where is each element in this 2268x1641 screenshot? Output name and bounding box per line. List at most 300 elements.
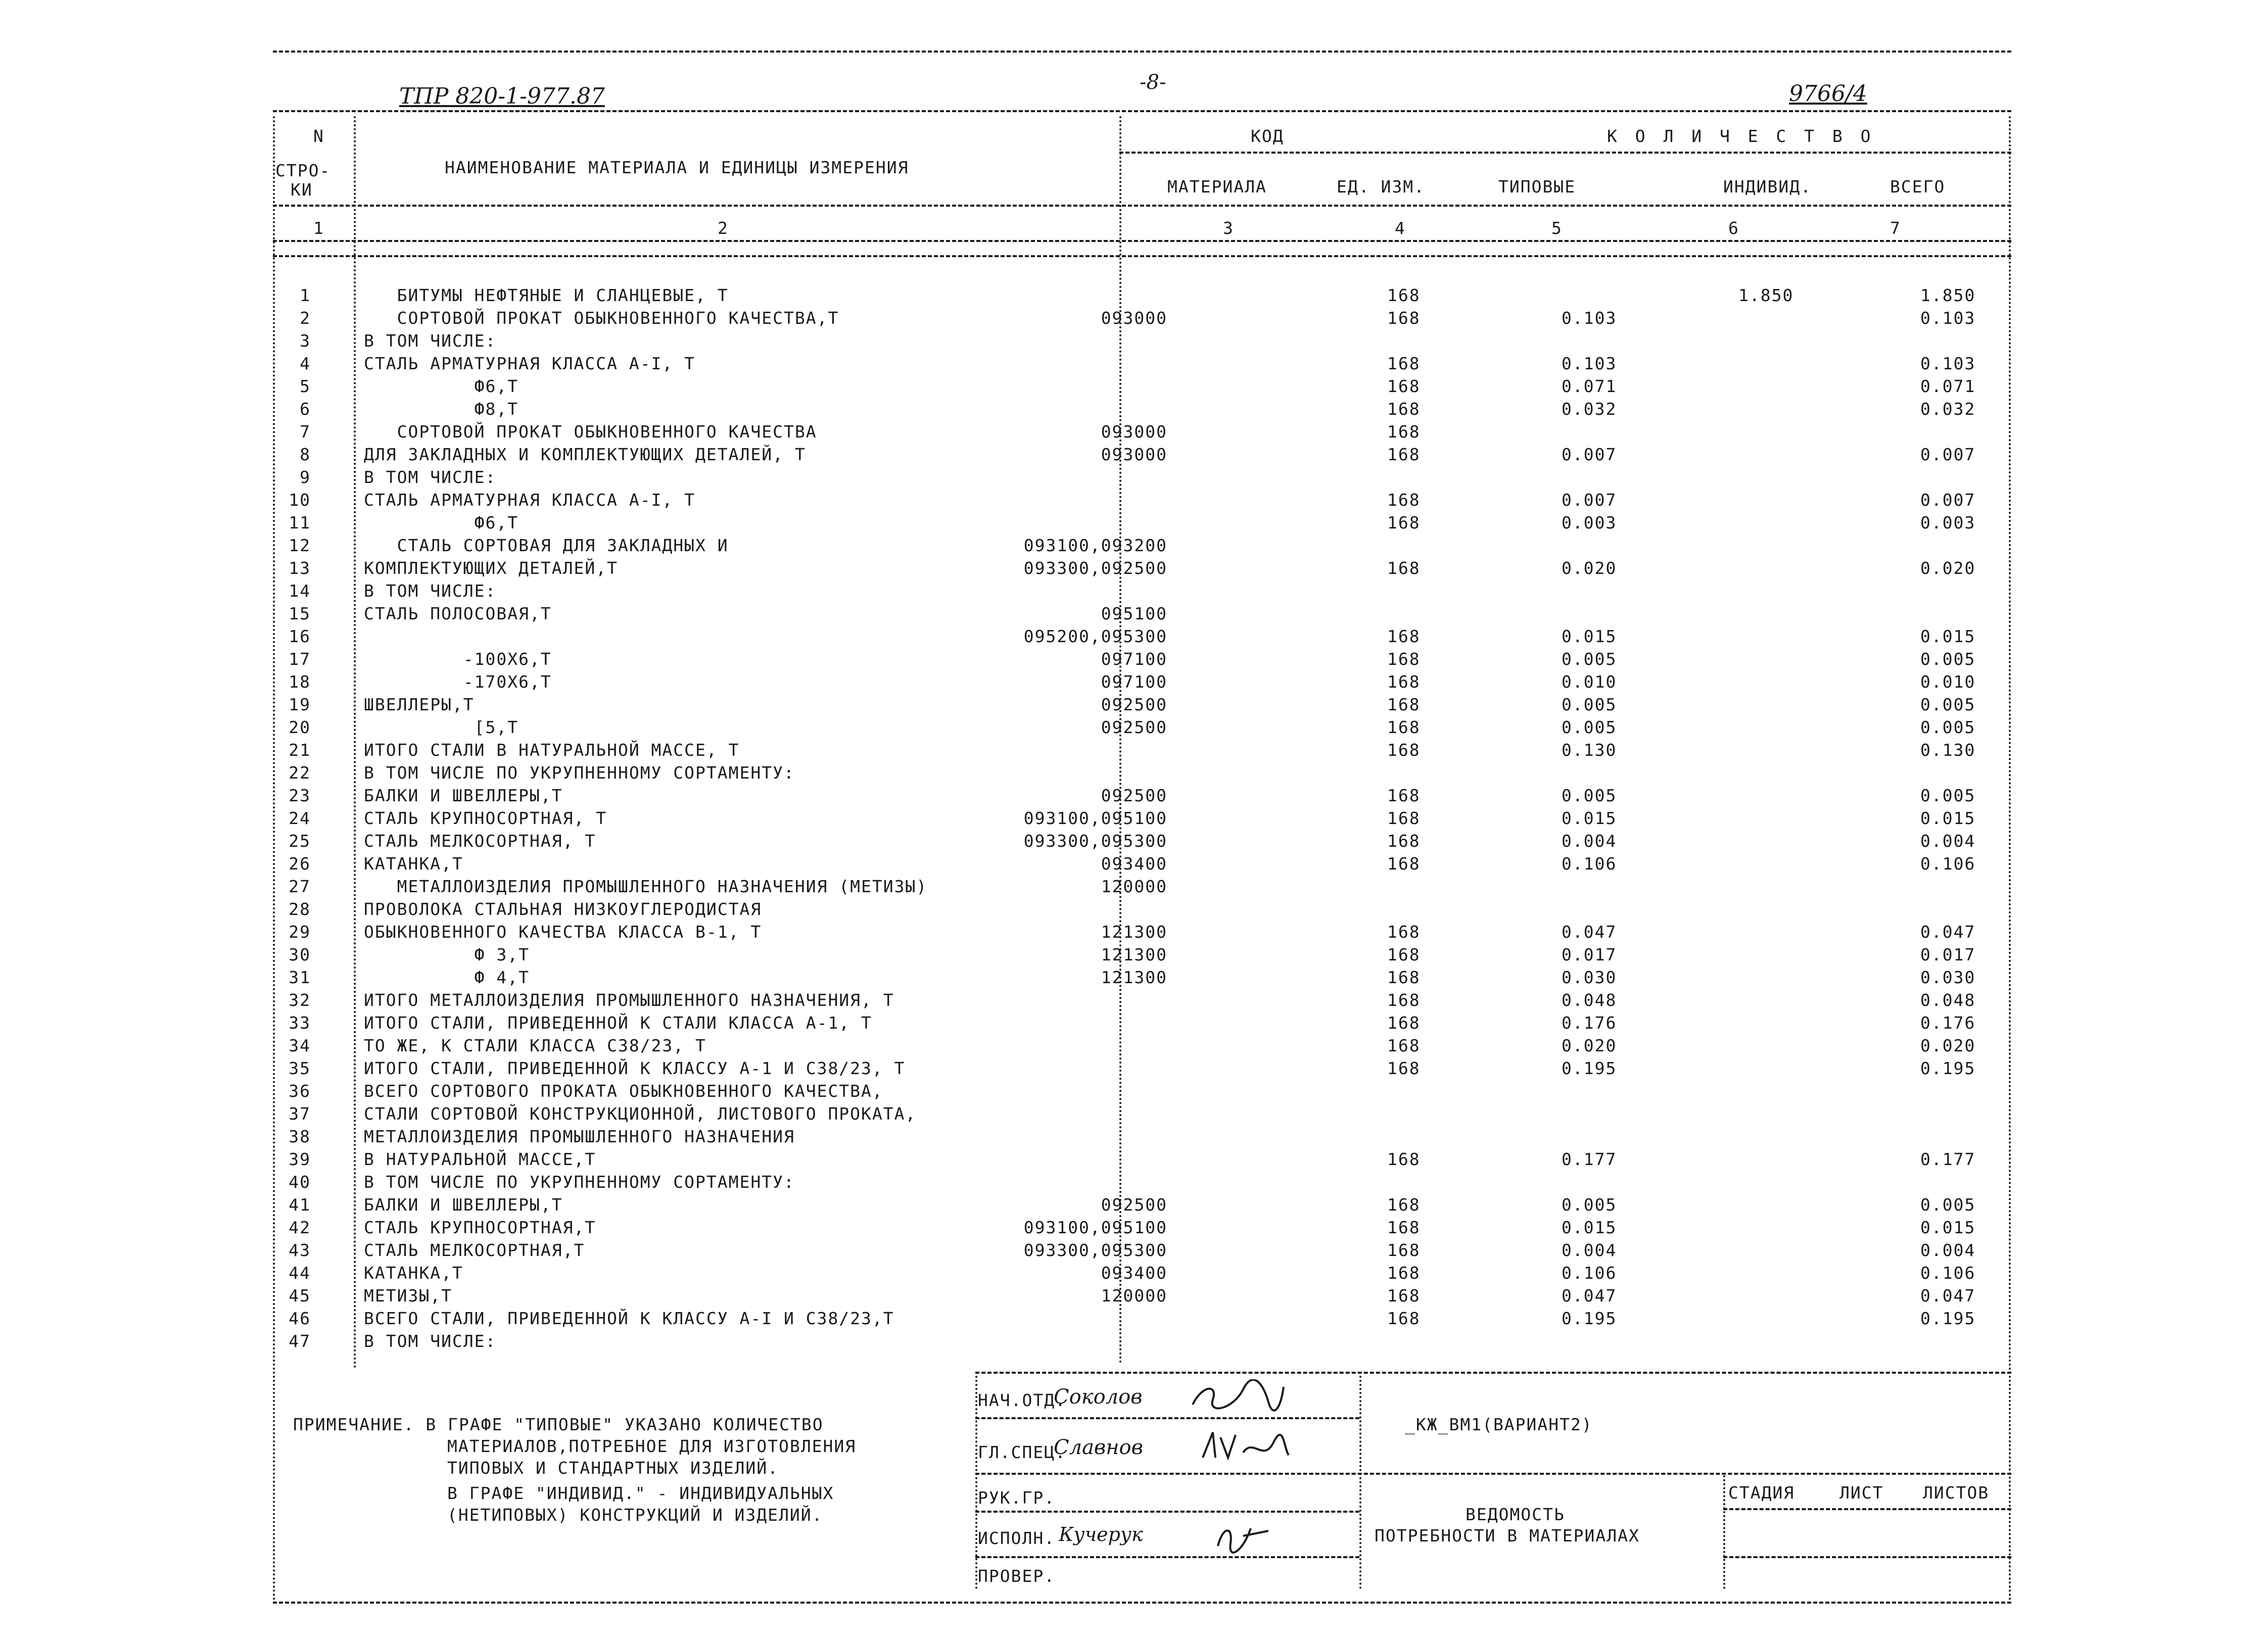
table-row <box>0 1036 2268 1056</box>
row-name: КАТАНКА,Т <box>364 854 463 874</box>
row-name: ИТОГО МЕТАЛЛОИЗДЕЛИЯ ПРОМЫШЛЕННОГО НАЗНАЧЕНИЯ, Т <box>364 990 894 1010</box>
col-n-line3: КИ <box>291 180 313 200</box>
row-unit: 168 <box>1387 1149 1421 1169</box>
row-total: 0.004 <box>1920 1240 1976 1260</box>
row-total: 1.850 <box>1920 285 1976 305</box>
row-material-code: 095100 <box>1101 604 1167 623</box>
head-line-2 <box>273 240 2011 242</box>
row-unit: 168 <box>1387 1058 1421 1078</box>
row-typical: 0.195 <box>1562 1309 1617 1328</box>
row-typical: 0.015 <box>1562 1218 1617 1237</box>
row-unit: 168 <box>1387 1036 1421 1055</box>
row-typical: 0.005 <box>1562 695 1617 714</box>
row-typical: 0.015 <box>1562 626 1617 646</box>
row-typical: 0.005 <box>1562 1195 1617 1215</box>
row-name: ШВЕЛЛЕРЫ,Т <box>364 695 475 714</box>
row-unit: 168 <box>1387 1013 1421 1033</box>
table-row <box>0 1058 2268 1079</box>
row-number: 15 <box>289 604 311 623</box>
row-unit: 168 <box>1387 922 1421 942</box>
row-typical: 0.010 <box>1562 672 1617 692</box>
table-row <box>0 558 2268 578</box>
row-total: 0.005 <box>1920 786 1976 805</box>
num-col-3: 3 <box>1223 218 1234 238</box>
row-number: 42 <box>289 1218 311 1237</box>
table-row <box>0 285 2268 306</box>
row-unit: 168 <box>1387 626 1421 646</box>
row-material-code: 097100 <box>1101 649 1167 669</box>
h-sheets: ЛИСТОВ <box>1923 1483 1990 1503</box>
num-col-1: 1 <box>313 218 324 238</box>
archive-number: 9766/4 <box>1789 81 1867 107</box>
row-number: 8 <box>300 445 311 464</box>
row-total: 0.007 <box>1920 490 1976 510</box>
row-number: 25 <box>289 831 311 851</box>
group-code-header: КОД <box>1251 126 1284 146</box>
row-number: 41 <box>289 1195 311 1215</box>
row-name: КОМПЛЕКТУЮЩИХ ДЕТАЛЕЙ,Т <box>364 558 618 578</box>
row-typical: 0.103 <box>1562 308 1617 328</box>
group-qty-header: К О Л И Ч Е С Т В О <box>1607 126 1875 146</box>
row-number: 46 <box>289 1309 311 1328</box>
row-typical: 0.004 <box>1562 831 1617 851</box>
row-number: 18 <box>289 672 311 692</box>
row-number: 19 <box>289 695 311 714</box>
row-name: БИТУМЫ НЕФТЯНЫЕ И СЛАНЦЕВЫЕ, Т <box>364 285 729 305</box>
tb-row-line-2 <box>975 1473 2011 1475</box>
row-total: 0.007 <box>1920 445 1976 464</box>
table-row <box>0 308 2268 328</box>
row-name: -100X6,Т <box>364 649 552 669</box>
row-number: 5 <box>300 376 311 396</box>
row-material-code: 120000 <box>1101 877 1167 896</box>
row-unit: 168 <box>1387 376 1421 396</box>
table-row <box>0 649 2268 669</box>
note-line-1: ПРИМЕЧАНИЕ. В ГРАФЕ "ТИПОВЫЕ" УКАЗАНО КОЛИЧЕСТВО <box>293 1415 824 1434</box>
row-name: В ТОМ ЧИСЛЕ: <box>364 467 497 487</box>
row-name: СТАЛЬ АРМАТУРНАЯ КЛАССА А-I, Т <box>364 354 696 373</box>
signature-head <box>1188 1379 1289 1415</box>
table-row <box>0 1104 2268 1124</box>
row-material-code: 093400 <box>1101 1263 1167 1283</box>
row-number: 22 <box>289 763 311 783</box>
row-material-code: 093300,095300 <box>1023 831 1167 851</box>
row-material-code: 093100,095100 <box>1023 808 1167 828</box>
role-check: ПРОВЕР. <box>978 1566 1056 1586</box>
table-row <box>0 536 2268 556</box>
row-unit: 168 <box>1387 445 1421 464</box>
row-unit: 168 <box>1387 1309 1421 1328</box>
row-unit: 168 <box>1387 945 1421 964</box>
doc-mark: _КЖ_ВМ1(ВАРИАНТ2) <box>1405 1415 1593 1434</box>
table-row <box>0 877 2268 897</box>
row-number: 2 <box>300 308 311 328</box>
row-name: Ф 4,Т <box>364 968 530 987</box>
row-unit: 168 <box>1387 831 1421 851</box>
row-typical: 0.195 <box>1562 1058 1617 1078</box>
table-row <box>0 831 2268 851</box>
row-name: СТАЛЬ ПОЛОСОВАЯ,Т <box>364 604 552 623</box>
row-number: 4 <box>300 354 311 373</box>
row-number: 21 <box>289 740 311 760</box>
table-row <box>0 740 2268 760</box>
row-total: 0.106 <box>1920 1263 1976 1283</box>
num-col-4: 4 <box>1395 218 1406 238</box>
row-typical: 0.004 <box>1562 1240 1617 1260</box>
table-row <box>0 581 2268 601</box>
row-total: 0.032 <box>1920 399 1976 419</box>
row-unit: 168 <box>1387 490 1421 510</box>
row-material-code: 093100,093200 <box>1023 536 1167 555</box>
row-unit: 168 <box>1387 1286 1421 1306</box>
row-typical: 0.005 <box>1562 717 1617 737</box>
row-unit: 168 <box>1387 1218 1421 1237</box>
row-material-code: 092500 <box>1101 695 1167 714</box>
row-number: 23 <box>289 786 311 805</box>
row-number: 47 <box>289 1331 311 1351</box>
row-unit: 168 <box>1387 672 1421 692</box>
row-typical: 0.020 <box>1562 1036 1617 1055</box>
row-unit: 168 <box>1387 558 1421 578</box>
name-head: Соколов <box>1054 1385 1143 1409</box>
table-row <box>0 445 2268 465</box>
row-number: 27 <box>289 877 311 896</box>
tb-row-line-1 <box>975 1417 1359 1419</box>
row-total: 0.177 <box>1920 1149 1976 1169</box>
row-material-code: 120000 <box>1101 1286 1167 1306</box>
table-row <box>0 1309 2268 1329</box>
table-row <box>0 1263 2268 1283</box>
row-total: 0.015 <box>1920 808 1976 828</box>
row-unit: 168 <box>1387 717 1421 737</box>
table-row <box>0 854 2268 874</box>
row-name: ВСЕГО СОРТОВОГО ПРОКАТА ОБЫКНОВЕННОГО КАЧЕСТВА, <box>364 1081 883 1101</box>
row-name: БАЛКИ И ШВЕЛЛЕРЫ,Т <box>364 786 563 805</box>
row-number: 31 <box>289 968 311 987</box>
row-name: СТАЛЬ СОРТОВАЯ ДЛЯ ЗАКЛАДНЫХ И <box>364 536 729 555</box>
row-typical: 0.007 <box>1562 490 1617 510</box>
row-material-code: 121300 <box>1101 922 1167 942</box>
doc-title-1: ВЕДОМОСТЬ <box>1466 1505 1565 1524</box>
row-typical: 0.017 <box>1562 945 1617 964</box>
row-total: 0.106 <box>1920 854 1976 874</box>
row-unit: 168 <box>1387 968 1421 987</box>
table-row <box>0 467 2268 488</box>
row-total: 0.048 <box>1920 990 1976 1010</box>
col-indiv-header: ИНДИВИД. <box>1723 177 1812 197</box>
row-name: В ТОМ ЧИСЛЕ: <box>364 581 497 601</box>
row-name: КАТАНКА,Т <box>364 1263 463 1283</box>
role-group: РУК.ГР. <box>978 1488 1056 1508</box>
row-name: В ТОМ ЧИСЛЕ: <box>364 331 497 351</box>
row-unit: 168 <box>1387 1195 1421 1215</box>
row-total: 0.003 <box>1920 513 1976 533</box>
row-typical: 0.032 <box>1562 399 1617 419</box>
row-typical: 0.106 <box>1562 854 1617 874</box>
note-line-2: МАТЕРИАЛОВ,ПОТРЕБНОЕ ДЛЯ ИЗГОТОВЛЕНИЯ <box>447 1436 857 1456</box>
row-indiv: 1.850 <box>1738 285 1794 305</box>
table-row <box>0 808 2268 829</box>
row-number: 38 <box>289 1127 311 1146</box>
row-total: 0.005 <box>1920 649 1976 669</box>
note-line-4: В ГРАФЕ "ИНДИВИД." - ИНДИВИДУАЛЬНЫХ <box>447 1483 834 1503</box>
row-unit: 168 <box>1387 1263 1421 1283</box>
row-material-code: 093000 <box>1101 445 1167 464</box>
table-row <box>0 490 2268 510</box>
col-material-header: МАТЕРИАЛА <box>1167 177 1267 197</box>
row-typical: 0.030 <box>1562 968 1617 987</box>
row-number: 6 <box>300 399 311 419</box>
tb-right-line-2 <box>1723 1556 2011 1558</box>
table-row <box>0 422 2268 442</box>
table-row <box>0 354 2268 374</box>
row-total: 0.010 <box>1920 672 1976 692</box>
row-total: 0.195 <box>1920 1309 1976 1328</box>
table-row <box>0 968 2268 988</box>
row-unit: 168 <box>1387 399 1421 419</box>
row-number: 16 <box>289 626 311 646</box>
header-line <box>273 110 2011 112</box>
row-typical: 0.020 <box>1562 558 1617 578</box>
row-name: СТАЛЬ АРМАТУРНАЯ КЛАССА А-I, Т <box>364 490 696 510</box>
row-number: 43 <box>289 1240 311 1260</box>
table-row <box>0 786 2268 806</box>
row-unit: 168 <box>1387 786 1421 805</box>
row-number: 29 <box>289 922 311 942</box>
table-row <box>0 626 2268 647</box>
row-typical: 0.003 <box>1562 513 1617 533</box>
row-typical: 0.007 <box>1562 445 1617 464</box>
row-name: Ф8,Т <box>364 399 519 419</box>
row-name: СТАЛЬ МЕЛКОСОРТНАЯ,Т <box>364 1240 585 1260</box>
row-name: Ф 3,Т <box>364 945 530 964</box>
row-total: 0.176 <box>1920 1013 1976 1033</box>
row-number: 35 <box>289 1058 311 1078</box>
row-total: 0.015 <box>1920 626 1976 646</box>
row-name: ПРОВОЛОКА СТАЛЬНАЯ НИЗКОУГЛЕРОДИСТАЯ <box>364 899 762 919</box>
row-number: 10 <box>289 490 311 510</box>
row-material-code: 093000 <box>1101 422 1167 442</box>
row-total: 0.047 <box>1920 922 1976 942</box>
row-total: 0.103 <box>1920 308 1976 328</box>
row-unit: 168 <box>1387 422 1421 442</box>
table-row <box>0 1172 2268 1192</box>
row-number: 37 <box>289 1104 311 1124</box>
tb-right-line-1 <box>1723 1508 2011 1510</box>
table-row <box>0 1081 2268 1101</box>
row-name: ИТОГО СТАЛИ, ПРИВЕДЕННОЙ К СТАЛИ КЛАССА А-1, Т <box>364 1013 872 1033</box>
row-material-code: 121300 <box>1101 945 1167 964</box>
row-typical: 0.071 <box>1562 376 1617 396</box>
table-row <box>0 513 2268 533</box>
row-unit: 168 <box>1387 1240 1421 1260</box>
table-row <box>0 1195 2268 1215</box>
num-col-6: 6 <box>1728 218 1739 238</box>
col-unit-header: ЕД. ИЗМ. <box>1337 177 1425 197</box>
head-line-3 <box>273 255 2011 257</box>
table-row <box>0 763 2268 783</box>
row-total: 0.103 <box>1920 354 1976 373</box>
table-row <box>0 399 2268 419</box>
table-row <box>0 1240 2268 1261</box>
row-number: 30 <box>289 945 311 964</box>
table-row <box>0 1127 2268 1147</box>
row-name: ВСЕГО СТАЛИ, ПРИВЕДЕННОЙ К КЛАССУ А-I И С38/23,Т <box>364 1309 894 1328</box>
signature-exec <box>1213 1516 1273 1556</box>
row-material-code: 093300,095300 <box>1023 1240 1167 1260</box>
row-total: 0.015 <box>1920 1218 1976 1237</box>
row-typical: 0.005 <box>1562 786 1617 805</box>
bottom-border-line <box>273 1602 2011 1604</box>
row-name: ДЛЯ ЗАКЛАДНЫХ И КОМПЛЕКТУЮЩИХ ДЕТАЛЕЙ, Т <box>364 445 806 464</box>
row-name: СТАЛИ СОРТОВОЙ КОНСТРУКЦИОННОЙ, ЛИСТОВОГО ПРОКАТА, <box>364 1104 917 1124</box>
row-unit: 168 <box>1387 308 1421 328</box>
row-number: 36 <box>289 1081 311 1101</box>
row-name: ИТОГО СТАЛИ В НАТУРАЛЬНОЙ МАССЕ, Т <box>364 740 740 760</box>
row-number: 28 <box>289 899 311 919</box>
row-total: 0.071 <box>1920 376 1976 396</box>
col-n-line2: СТРО- <box>275 161 331 180</box>
row-number: 24 <box>289 808 311 828</box>
top-border-line <box>273 51 2011 53</box>
row-name: ОБЫКНОВЕННОГО КАЧЕСТВА КЛАССА В-1, Т <box>364 922 762 942</box>
table-row <box>0 990 2268 1010</box>
signature-spec <box>1193 1427 1294 1468</box>
row-typical: 0.015 <box>1562 808 1617 828</box>
row-typical: 0.130 <box>1562 740 1617 760</box>
col-n-line1: N <box>313 126 324 146</box>
row-name: МЕТИЗЫ,Т <box>364 1286 452 1306</box>
h-stage: СТАДИЯ <box>1728 1483 1795 1503</box>
table-row <box>0 945 2268 965</box>
row-unit: 168 <box>1387 649 1421 669</box>
col-name-header: НАИМЕНОВАНИЕ МАТЕРИАЛА И ЕДИНИЦЫ ИЗМЕРЕНИЯ <box>445 158 909 177</box>
row-material-code: 092500 <box>1101 786 1167 805</box>
row-total: 0.005 <box>1920 1195 1976 1215</box>
table-row <box>0 1286 2268 1306</box>
row-unit: 168 <box>1387 854 1421 874</box>
row-total: 0.020 <box>1920 558 1976 578</box>
row-unit: 168 <box>1387 354 1421 373</box>
head-line-1 <box>273 205 2011 207</box>
role-spec: ГЛ.СПЕЦ. <box>978 1442 1066 1462</box>
row-name: СОРТОВОЙ ПРОКАТ ОБЫКНОВЕННОГО КАЧЕСТВА <box>364 422 817 442</box>
row-typical: 0.047 <box>1562 922 1617 942</box>
row-unit: 168 <box>1387 990 1421 1010</box>
row-number: 39 <box>289 1149 311 1169</box>
row-number: 34 <box>289 1036 311 1055</box>
table-row <box>0 376 2268 397</box>
row-name: ТО ЖЕ, К СТАЛИ КЛАССА С38/23, Т <box>364 1036 706 1055</box>
row-typical: 0.106 <box>1562 1263 1617 1283</box>
row-name: МЕТАЛЛОИЗДЕЛИЯ ПРОМЫШЛЕННОГО НАЗНАЧЕНИЯ <box>364 1127 795 1146</box>
row-material-code: 093000 <box>1101 308 1167 328</box>
row-number: 12 <box>289 536 311 555</box>
row-number: 14 <box>289 581 311 601</box>
row-typical: 0.103 <box>1562 354 1617 373</box>
table-row <box>0 1331 2268 1352</box>
col-total-header: ВСЕГО <box>1890 177 1946 197</box>
row-unit: 168 <box>1387 285 1421 305</box>
row-total: 0.005 <box>1920 695 1976 714</box>
num-col-7: 7 <box>1890 218 1901 238</box>
row-total: 0.030 <box>1920 968 1976 987</box>
table-row <box>0 672 2268 692</box>
note-line-5: (НЕТИПОВЫХ) КОНСТРУКЦИЙ И ИЗДЕЛИЙ. <box>447 1505 823 1525</box>
table-row <box>0 1149 2268 1170</box>
note-line-3: ТИПОВЫХ И СТАНДАРТНЫХ ИЗДЕЛИЙ. <box>447 1458 779 1478</box>
row-number: 20 <box>289 717 311 737</box>
row-name: СТАЛЬ КРУПНОСОРТНАЯ,Т <box>364 1218 596 1237</box>
row-name: СТАЛЬ МЕЛКОСОРТНАЯ, Т <box>364 831 596 851</box>
row-typical: 0.177 <box>1562 1149 1617 1169</box>
row-material-code: 093400 <box>1101 854 1167 874</box>
tb-row-line-4 <box>975 1556 1359 1558</box>
row-total: 0.005 <box>1920 717 1976 737</box>
row-name: [5,Т <box>364 717 519 737</box>
table-row <box>0 899 2268 920</box>
row-material-code: 095200,095300 <box>1023 626 1167 646</box>
doc-title-2: ПОТРЕБНОСТИ В МАТЕРИАЛАХ <box>1375 1526 1640 1546</box>
row-number: 26 <box>289 854 311 874</box>
col-typical-header: ТИПОВЫЕ <box>1498 177 1576 197</box>
num-col-5: 5 <box>1551 218 1563 238</box>
row-unit: 168 <box>1387 808 1421 828</box>
row-name: -170X6,Т <box>364 672 552 692</box>
row-number: 44 <box>289 1263 311 1283</box>
title-block-top <box>975 1372 2011 1374</box>
row-name: В ТОМ ЧИСЛЕ: <box>364 1331 497 1351</box>
row-name: В НАТУРАЛЬНОЙ МАССЕ,Т <box>364 1149 596 1169</box>
row-typical: 0.047 <box>1562 1286 1617 1306</box>
row-total: 0.130 <box>1920 740 1976 760</box>
role-exec: ИСПОЛН. <box>978 1528 1056 1548</box>
row-name: СТАЛЬ КРУПНОСОРТНАЯ, Т <box>364 808 607 828</box>
row-typical: 0.176 <box>1562 1013 1617 1033</box>
row-number: 1 <box>300 285 311 305</box>
row-number: 13 <box>289 558 311 578</box>
row-number: 3 <box>300 331 311 351</box>
table-row <box>0 695 2268 715</box>
row-total: 0.047 <box>1920 1286 1976 1306</box>
table-row <box>0 1013 2268 1033</box>
num-col-2: 2 <box>718 218 729 238</box>
row-total: 0.017 <box>1920 945 1976 964</box>
doc-code: ТПР 820-1-977.87 <box>399 83 605 109</box>
row-typical: 0.048 <box>1562 990 1617 1010</box>
row-number: 9 <box>300 467 311 487</box>
table-row <box>0 717 2268 738</box>
row-name: В ТОМ ЧИСЛЕ ПО УКРУПНЕННОМУ СОРТАМЕНТУ: <box>364 763 795 783</box>
row-typical: 0.005 <box>1562 649 1617 669</box>
row-number: 17 <box>289 649 311 669</box>
row-material-code: 093300,092500 <box>1023 558 1167 578</box>
table-row <box>0 331 2268 351</box>
row-name: Ф6,Т <box>364 513 519 533</box>
row-material-code: 097100 <box>1101 672 1167 692</box>
row-material-code: 121300 <box>1101 968 1167 987</box>
row-unit: 168 <box>1387 695 1421 714</box>
name-spec: Славнов <box>1054 1436 1143 1459</box>
row-name: БАЛКИ И ШВЕЛЛЕРЫ,Т <box>364 1195 563 1215</box>
row-name: МЕТАЛЛОИЗДЕЛИЯ ПРОМЫШЛЕННОГО НАЗНАЧЕНИЯ (МЕТИЗЫ) <box>364 877 928 896</box>
table-row <box>0 604 2268 624</box>
row-name: В ТОМ ЧИСЛЕ ПО УКРУПНЕННОМУ СОРТАМЕНТУ: <box>364 1172 795 1192</box>
tb-row-line-3 <box>975 1511 1359 1513</box>
row-material-code: 092500 <box>1101 1195 1167 1215</box>
row-total: 0.195 <box>1920 1058 1976 1078</box>
row-name: СОРТОВОЙ ПРОКАТ ОБЫКНОВЕННОГО КАЧЕСТВА,Т <box>364 308 839 328</box>
